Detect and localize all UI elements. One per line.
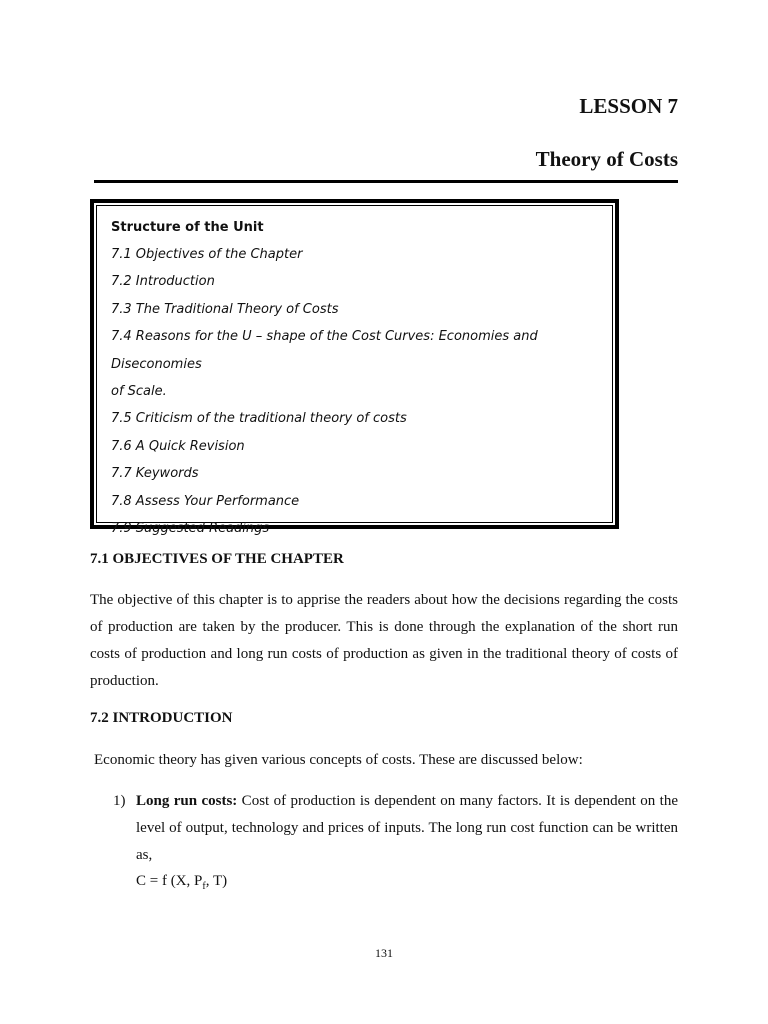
- objectives-paragraph: The objective of this chapter is to apprise the readers about how the decisions regarding the costs of production are taken by the producer. This is done through the explanation of the short run costs of production and long run costs of production as given in the traditional theory of costs of production.: [90, 592, 678, 689]
- unit-structure-heading: Structure of the Unit: [111, 220, 264, 235]
- objectives-heading: 7.1 OBJECTIVES OF THE CHAPTER: [90, 551, 344, 567]
- list-item-term: Long run costs:: [136, 793, 238, 809]
- list-item-body: [136, 788, 678, 869]
- list-item-text: Cost of production is dependent on many factors. It is dependent on the level of output, technology and prices of inputs. The long run cost function can be written as,: [136, 793, 678, 863]
- formula-prefix: C = f (X, P: [136, 873, 203, 889]
- lesson-title: Theory of Costs: [535, 147, 678, 171]
- toc-item: 7.5 Criticism of the traditional theory of costs: [111, 411, 407, 427]
- unit-structure-list: [111, 241, 601, 542]
- unit-structure-box: [90, 199, 619, 537]
- introduction-heading: 7.2 INTRODUCTION: [90, 710, 233, 726]
- unit-structure-content: [111, 214, 601, 542]
- title-divider: [94, 180, 678, 183]
- toc-item: 7.1 Objectives of the Chapter: [111, 247, 303, 262]
- formula-subscript: f: [202, 881, 206, 892]
- toc-item: 7.9 Suggested Readings: [111, 521, 270, 537]
- formula-suffix: , T): [205, 873, 228, 889]
- toc-item: 7.7 Keywords: [111, 466, 199, 482]
- list-item-number: 1): [113, 793, 126, 809]
- toc-item: 7.3 The Traditional Theory of Costs: [111, 301, 339, 317]
- toc-item: 7.4 Reasons for the U – shape of the Cost Curves: Economies and Diseconomies: [111, 329, 538, 372]
- lesson-number: LESSON 7: [579, 94, 678, 118]
- introduction-paragraph: Economic theory has given various concepts of costs. These are discussed below:: [94, 752, 583, 768]
- toc-item: 7.6 A Quick Revision: [111, 438, 245, 454]
- toc-item: 7.2 Introduction: [111, 274, 215, 290]
- page-number: 131: [375, 946, 393, 960]
- toc-item: 7.8 Assess Your Performance: [111, 493, 300, 509]
- toc-item-continuation: of Scale.: [111, 384, 167, 400]
- cost-function-formula: [136, 870, 227, 898]
